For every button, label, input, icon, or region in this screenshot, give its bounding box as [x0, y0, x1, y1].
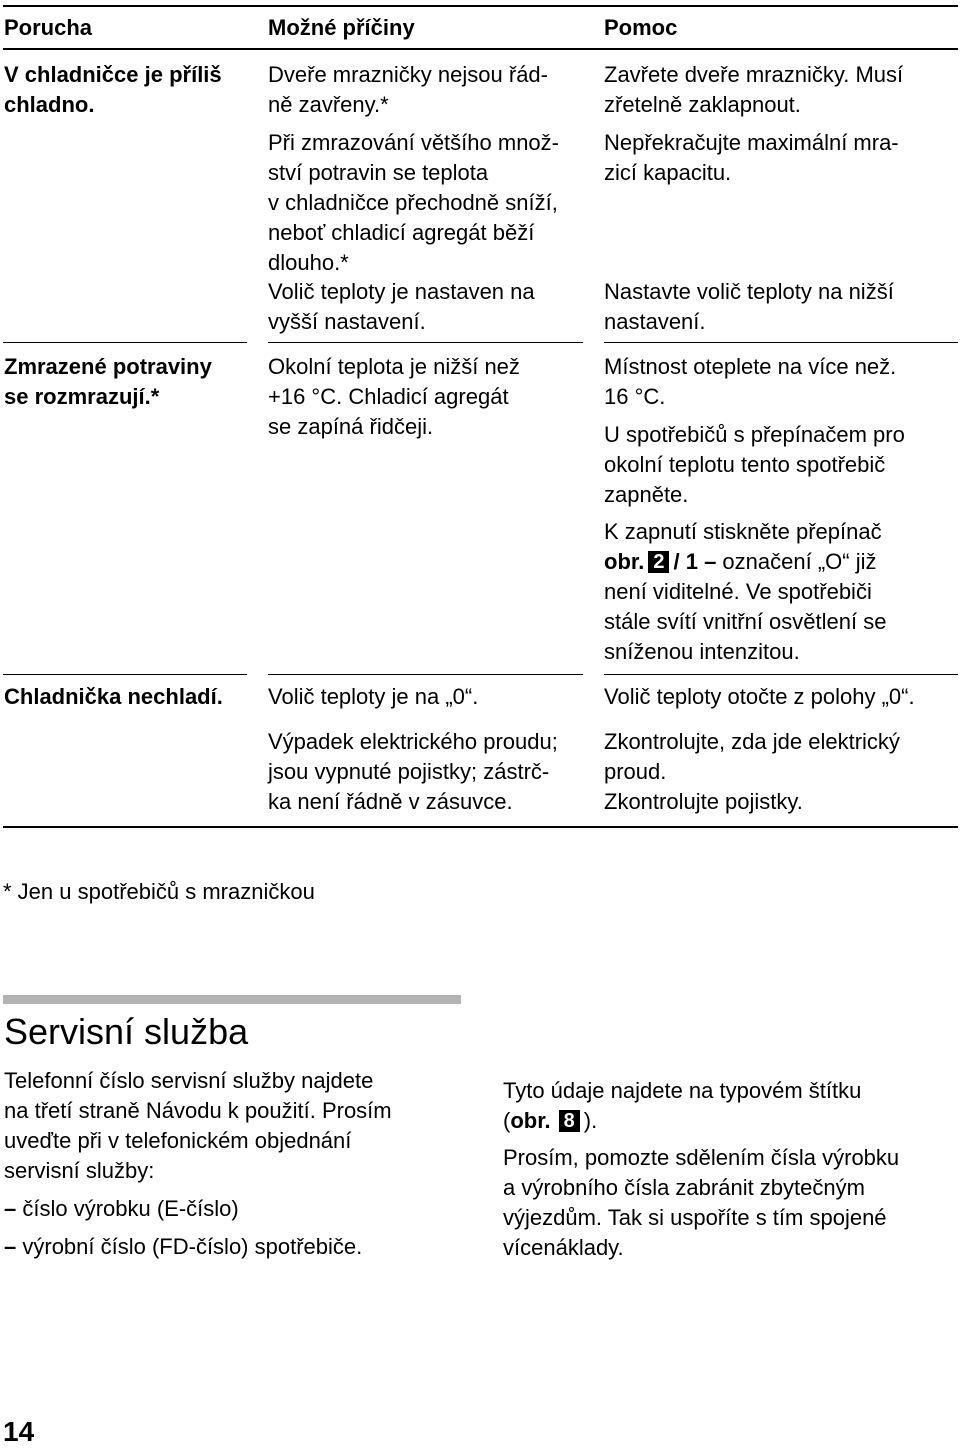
- row2-remedy1-line: 16 °C.: [604, 384, 666, 409]
- row3-remedy1: Volič teploty otočte z polohy „0“.: [604, 684, 915, 709]
- service-list-item: [4, 1232, 362, 1262]
- row3-cause2-line: jsou vypnuté pojistky; zástrč-: [268, 759, 550, 784]
- row3-cause2-line: ka není řádně v zásuvce.: [268, 789, 513, 814]
- row1-cause1: [268, 60, 548, 120]
- row2-cause1-line: Okolní teplota je nižší než: [268, 354, 520, 379]
- row1-remedy3-line: Nastavte volič teploty na nižší: [604, 279, 894, 304]
- row2-remedy3-line: K zapnutí stiskněte přepínač: [604, 519, 882, 544]
- service-left-line: na třetí straně Návodu k použití. Prosím: [4, 1098, 392, 1123]
- list-dash: –: [4, 1234, 17, 1259]
- row1-fault-line: chladno.: [4, 92, 95, 117]
- row2-fault: [4, 352, 212, 412]
- row2-remedy3-line: sníženou intenzitou.: [604, 639, 800, 664]
- row3-remedy2-line: Zkontrolujte pojistky.: [604, 789, 803, 814]
- header-bottom-rule: [3, 48, 958, 50]
- row2-remedy3: [604, 517, 886, 667]
- page-number: 14: [3, 1416, 35, 1447]
- figure-ref-label: obr.: [510, 1108, 551, 1133]
- row1-cause2-line: Při zmrazování většího množ-: [268, 130, 559, 155]
- figure-ref-dash: –: [704, 549, 717, 574]
- table-bottom-rule: [3, 826, 958, 828]
- row1-cause2-line: v chladničce přechodně sníží,: [268, 190, 558, 215]
- figure-ref-close: ).: [583, 1108, 598, 1133]
- row1-cause2: [268, 128, 559, 278]
- service-right-p1: [503, 1076, 861, 1136]
- figure-badge-8: 8: [559, 1110, 580, 1132]
- row1-rule-fault: [3, 342, 247, 343]
- row2-remedy2-line: zapněte.: [604, 482, 689, 507]
- row2-cause1-line: +16 °C. Chladicí agregát: [268, 384, 509, 409]
- row3-cause1: Volič teploty je na „0“.: [268, 684, 479, 709]
- row3-cause2-line: Výpadek elektrického proudu;: [268, 729, 558, 754]
- row3-fault: Chladnička nechladí.: [4, 684, 223, 709]
- row1-cause2-line: ství potravin se teplota: [268, 160, 489, 185]
- row1-cause3-line: Volič teploty je nastaven na: [268, 279, 535, 304]
- row2-remedy2-line: U spotřebičů s přepínačem pro: [604, 422, 905, 447]
- row3-remedy2-line: Zkontrolujte, zda jde elektrický: [604, 729, 900, 754]
- row1-cause1-line: ně zavřeny.*: [268, 92, 389, 117]
- figure-ref-label: obr.: [604, 549, 645, 574]
- service-left-line: servisní služby:: [4, 1158, 155, 1183]
- list-item-text: číslo výrobku (E-číslo): [16, 1196, 239, 1221]
- service-right-p2: [503, 1143, 899, 1263]
- row2-cause1-line: se zapíná řidčeji.: [268, 414, 434, 439]
- service-left-line: uveďte při v telefonickém objednání: [4, 1128, 352, 1153]
- footnote: * Jen u spotřebičů s mrazničkou: [3, 879, 315, 904]
- row2-remedy1: [604, 352, 896, 412]
- row1-cause3-line: vyšší nastavení.: [268, 309, 426, 334]
- figure-ref-open: (: [503, 1108, 511, 1133]
- row2-rule-fault: [3, 674, 247, 675]
- section-accent-bar: [3, 995, 461, 1004]
- row1-remedy2-line: Nepřekračujte maximální mra-: [604, 130, 899, 155]
- row2-remedy3-figure-line: [604, 547, 886, 577]
- service-right-line: výjezdům. Tak si uspoříte s tím spojené: [503, 1205, 887, 1230]
- row1-remedy3: [604, 277, 894, 337]
- list-dash: –: [4, 1196, 17, 1221]
- row1-remedy1: [604, 60, 903, 120]
- row1-cause2-line: neboť chladicí agregát běží: [268, 220, 535, 245]
- service-left-line: Telefonní číslo servisní služby najdete: [4, 1068, 374, 1093]
- service-right-line: vícenáklady.: [503, 1235, 624, 1260]
- row1-remedy2: [604, 128, 899, 188]
- table-top-rule: [3, 5, 958, 7]
- row1-remedy1-line: zřetelně zaklapnout.: [604, 92, 801, 117]
- row2-fault-line: se rozmrazují.*: [4, 384, 160, 409]
- row2-fault-line: Zmrazené potraviny: [4, 354, 212, 379]
- row1-remedy2-line: zicí kapacitu.: [604, 160, 732, 185]
- header-causes: Možné příčiny: [268, 15, 415, 40]
- service-left-text: [4, 1066, 392, 1186]
- row2-cause1: [268, 352, 520, 442]
- row2-remedy1-line: Místnost oteplete na více než.: [604, 354, 897, 379]
- service-list: [4, 1194, 362, 1262]
- row2-rule-remedy: [604, 674, 958, 675]
- row2-remedy2-line: okolní teplotu tento spotřebič: [604, 452, 886, 477]
- row2-remedy2: [604, 420, 905, 510]
- row1-cause2-line: dlouho.*: [268, 250, 349, 275]
- service-list-item: [4, 1194, 362, 1224]
- row1-remedy3-line: nastavení.: [604, 309, 706, 334]
- row1-remedy1-line: Zavřete dveře mrazničky. Musí: [604, 62, 904, 87]
- row2-remedy3-line: není viditelné. Ve spotřebiči: [604, 579, 872, 604]
- header-fault: Porucha: [4, 15, 93, 40]
- row1-fault-line: V chladničce je příliš: [4, 62, 222, 87]
- row3-remedy2: [604, 727, 900, 817]
- row1-fault: [4, 60, 222, 120]
- service-right-line: Tyto údaje najdete na typovém štítku: [503, 1078, 862, 1103]
- row1-rule-remedy: [604, 342, 958, 343]
- row2-rule-causes: [268, 674, 583, 675]
- row1-cause1-line: Dveře mrazničky nejsou řád-: [268, 62, 548, 87]
- row1-rule-causes: [268, 342, 583, 343]
- service-right-line: Prosím, pomozte sdělením čísla výrobku: [503, 1145, 900, 1170]
- list-item-text: výrobní číslo (FD-číslo) spotřebiče.: [16, 1234, 363, 1259]
- figure-badge-2: 2: [648, 551, 669, 573]
- service-right-figure-line: [503, 1106, 861, 1136]
- section-title: Servisní služba: [4, 1011, 249, 1052]
- row3-cause2: [268, 727, 558, 817]
- row1-cause3: [268, 277, 535, 337]
- row2-remedy3-line: stále svítí vnitřní osvětlení se: [604, 609, 887, 634]
- header-remedy: Pomoc: [604, 15, 678, 40]
- row3-remedy2-line: proud.: [604, 759, 667, 784]
- service-right-line: a výrobního čísla zabránit zbytečným: [503, 1175, 865, 1200]
- figure-ref-rest: označení „O“ již: [716, 549, 877, 574]
- figure-ref-position: / 1: [673, 549, 698, 574]
